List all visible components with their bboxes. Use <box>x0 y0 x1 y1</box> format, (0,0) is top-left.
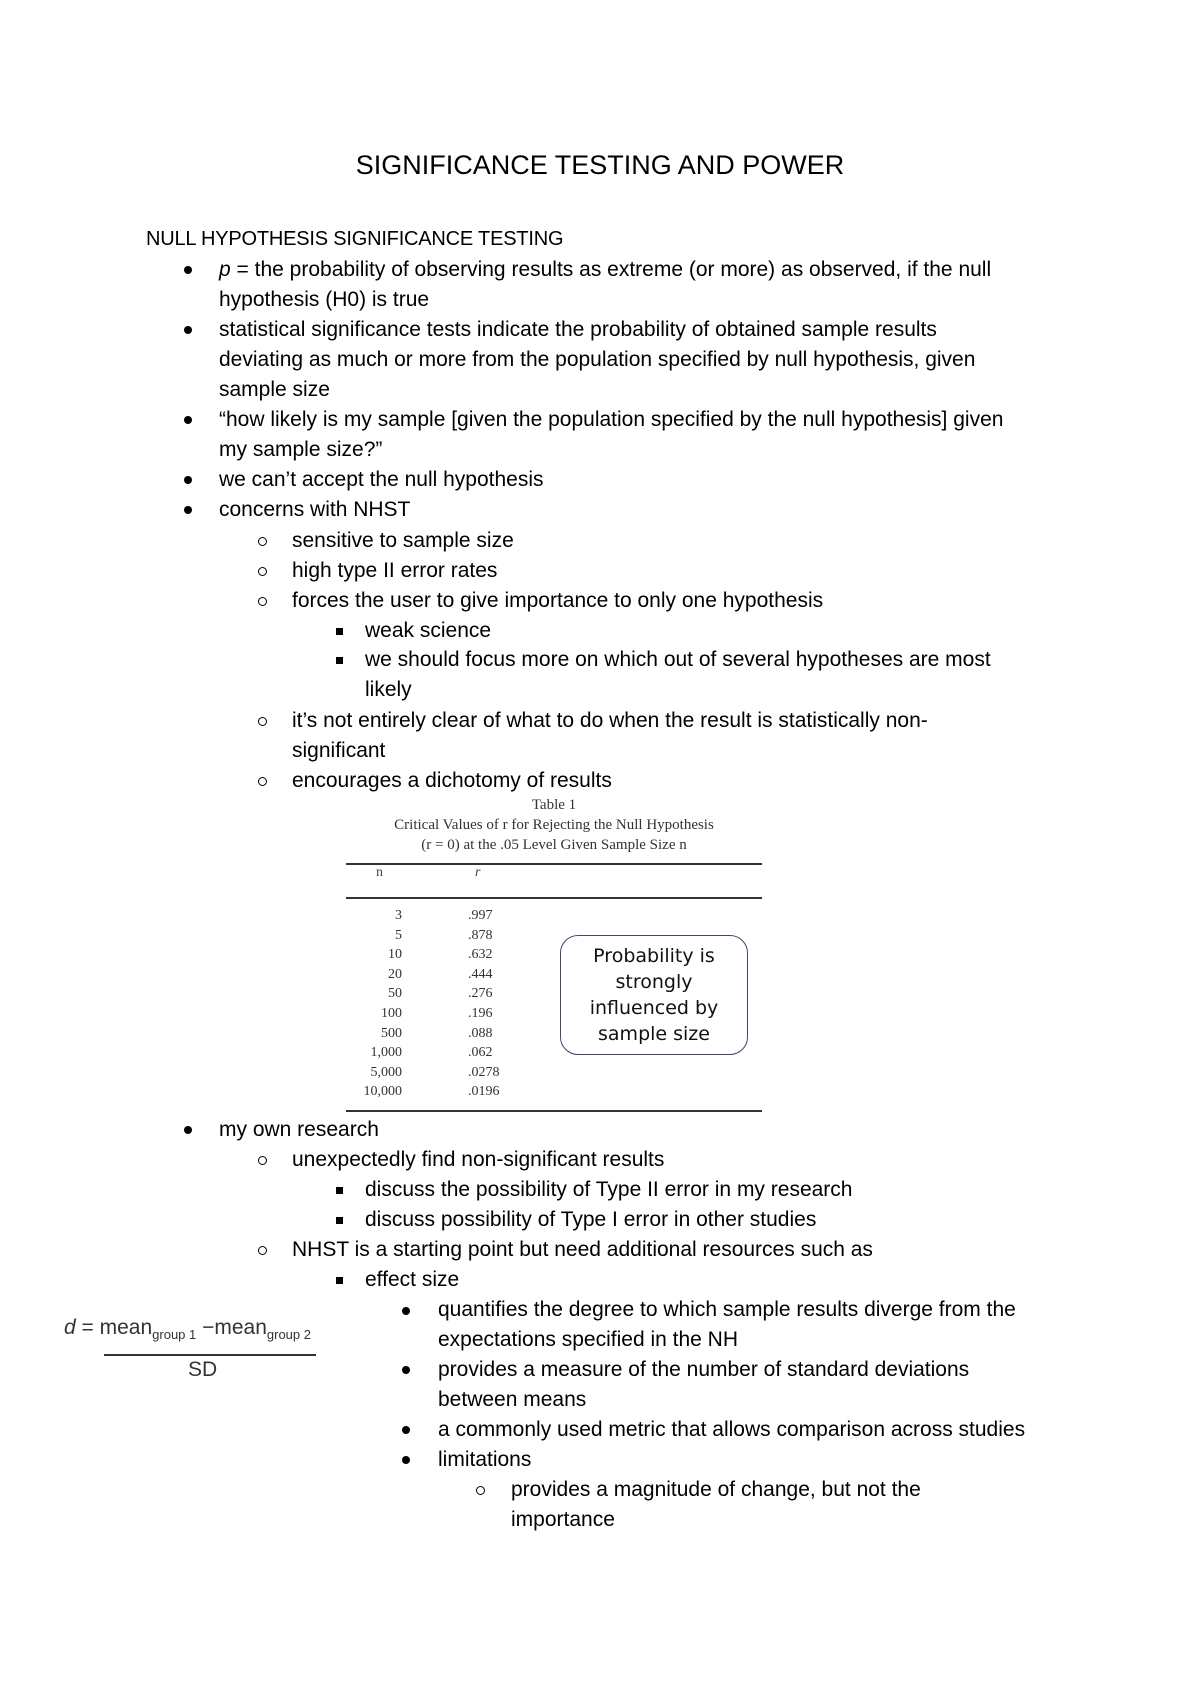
table-cell-n: 10 <box>388 947 402 963</box>
list-item: “how likely is my sample [given the population specified by the null hypothesis] given <box>219 408 1004 431</box>
level-4-list-item-continuation: between means <box>438 1388 587 1411</box>
bullet-dot-icon <box>184 1126 192 1134</box>
page-title: SIGNIFICANCE TESTING AND POWER <box>355 150 845 180</box>
list-item: statistical significance tests indicate the probability of obtained sample results <box>219 318 937 341</box>
table-cell-r: .632 <box>468 947 493 963</box>
table-cell-n: 5,000 <box>370 1064 402 1080</box>
level-4-list-item-continuation: expectations specified in the NH <box>438 1328 738 1351</box>
table-cell-r: .878 <box>468 927 493 943</box>
table-cell-r: .444 <box>468 966 493 982</box>
formula-mean-2: mean <box>214 1316 267 1339</box>
table-cell-n: 20 <box>388 966 402 982</box>
callout-box: Probability is strongly influenced by sample size <box>560 935 748 1055</box>
sub-sub-list-item: weak science <box>365 619 492 642</box>
formula-lhs: d <box>64 1316 76 1339</box>
sub-sub-list-item: we should focus more on which out of several hypotheses are most <box>365 648 991 671</box>
table-cell-r: .997 <box>468 908 493 923</box>
bullet-dot-icon <box>402 1456 410 1464</box>
formula-sub-1: group 1 <box>152 1327 197 1343</box>
list-item-continuation: deviating as much or more from the population specified by null hypothesis, given <box>219 348 976 371</box>
sub-list-item: unexpectedly find non-significant results <box>292 1148 665 1171</box>
bullet-square-icon <box>336 657 343 664</box>
table-header-n: n <box>376 865 383 880</box>
bullet-square-icon <box>336 1187 343 1194</box>
bullet-dot-icon <box>184 506 192 514</box>
bullet-dot-icon <box>402 1307 410 1315</box>
bullet-dot-icon <box>184 416 192 424</box>
formula-equals: = <box>75 1316 100 1339</box>
bullet-dot-icon <box>402 1426 410 1434</box>
bullet-square-icon <box>336 1217 343 1224</box>
bullet-circle-icon <box>258 1246 267 1255</box>
sub-list-item: NHST is a starting point but need additional resources such as <box>292 1238 873 1261</box>
table-cell-r: .0278 <box>468 1064 500 1080</box>
table-bottom-rule <box>346 1110 762 1112</box>
table-cell-r: .276 <box>468 986 493 1002</box>
sub-sub-list-item-continuation: likely <box>365 678 412 701</box>
table-header-r: r <box>475 865 481 880</box>
list-item-continuation: sample size <box>219 378 330 401</box>
table-cell-n: 50 <box>388 986 402 1002</box>
bullet-dot-icon <box>184 326 192 334</box>
table-top-rule <box>346 863 762 865</box>
table-cell-r: .062 <box>468 1045 493 1061</box>
bullet-circle-icon <box>258 717 267 726</box>
table-header-rule <box>346 897 762 899</box>
formula-fraction-bar <box>104 1354 316 1356</box>
level-4-list-item: limitations <box>438 1448 532 1471</box>
bullet-circle-icon <box>258 1156 267 1165</box>
table-cell-n: 5 <box>395 927 402 943</box>
table-cell-r: .196 <box>468 1006 493 1021</box>
sub-list-item: sensitive to sample size <box>292 529 514 552</box>
bullet-square-icon <box>336 628 343 635</box>
list-item: concerns with NHST <box>219 498 411 521</box>
table-cell-n: 10,000 <box>363 1084 402 1100</box>
sub-sub-list-item: discuss the possibility of Type II error in my research <box>365 1178 853 1201</box>
list-item: p = the probability of observing results as extreme (or more) as observed, if the null <box>219 258 992 281</box>
sub-list-item: it’s not entirely clear of what to do when the result is statistically non- <box>292 709 928 732</box>
section-heading: NULL HYPOTHESIS SIGNIFICANCE TESTING <box>146 228 564 250</box>
sub-list-item: encourages a dichotomy of results <box>292 769 612 792</box>
bullet-circle-icon <box>258 597 267 606</box>
sub-sub-list-item: discuss possibility of Type I error in other studies <box>365 1208 817 1231</box>
sub-list-item-continuation: significant <box>292 739 386 762</box>
table-cell-r: .088 <box>468 1025 493 1041</box>
bullet-circle-icon <box>258 537 267 546</box>
formula-denominator: SD <box>188 1358 218 1381</box>
critical-values-table-figure <box>320 795 810 1110</box>
bullet-dot-icon <box>402 1366 410 1374</box>
table-caption-line-2: (r = 0) at the .05 Level Given Sample Size n <box>421 837 687 853</box>
level-5-list-item: provides a magnitude of change, but not the <box>511 1478 921 1501</box>
table-label: Table 1 <box>531 797 577 813</box>
table-cell-r: .0196 <box>468 1084 500 1100</box>
level-4-list-item: a commonly used metric that allows comparison across studies <box>438 1418 1026 1441</box>
formula-minus: − <box>196 1316 215 1339</box>
list-item-continuation: my sample size?” <box>219 438 383 461</box>
list-item: my own research <box>219 1118 379 1141</box>
bullet-dot-icon <box>184 266 192 274</box>
sub-list-item: high type II error rates <box>292 559 498 582</box>
formula-mean-1: mean <box>99 1316 153 1339</box>
formula-sub-2: group 2 <box>266 1327 311 1343</box>
sub-list-item: forces the user to give importance to only one hypothesis <box>292 589 824 612</box>
table-caption-line-1: Critical Values of r for Rejecting the Null Hypothesis <box>394 817 714 833</box>
bullet-dot-icon <box>184 476 192 484</box>
list-item: we can’t accept the null hypothesis <box>219 468 544 491</box>
level-4-list-item: quantifies the degree to which sample results diverge from the <box>438 1298 1016 1321</box>
list-item-continuation: hypothesis (H0) is true <box>219 288 430 311</box>
table-cell-n: 1,000 <box>370 1045 402 1061</box>
table-cell-n: 100 <box>381 1006 402 1021</box>
bullet-circle-icon <box>258 777 267 786</box>
table-cell-n: 500 <box>381 1025 402 1041</box>
level-5-list-item-continuation: importance <box>511 1508 615 1531</box>
sub-sub-list-item: effect size <box>365 1268 460 1291</box>
bullet-circle-icon <box>258 567 267 576</box>
effect-size-formula <box>64 1316 334 1381</box>
level-4-list-item: provides a measure of the number of standard deviations <box>438 1358 970 1381</box>
bullet-circle-icon <box>476 1486 485 1495</box>
bullet-square-icon <box>336 1277 343 1284</box>
table-cell-n: 3 <box>395 908 402 923</box>
